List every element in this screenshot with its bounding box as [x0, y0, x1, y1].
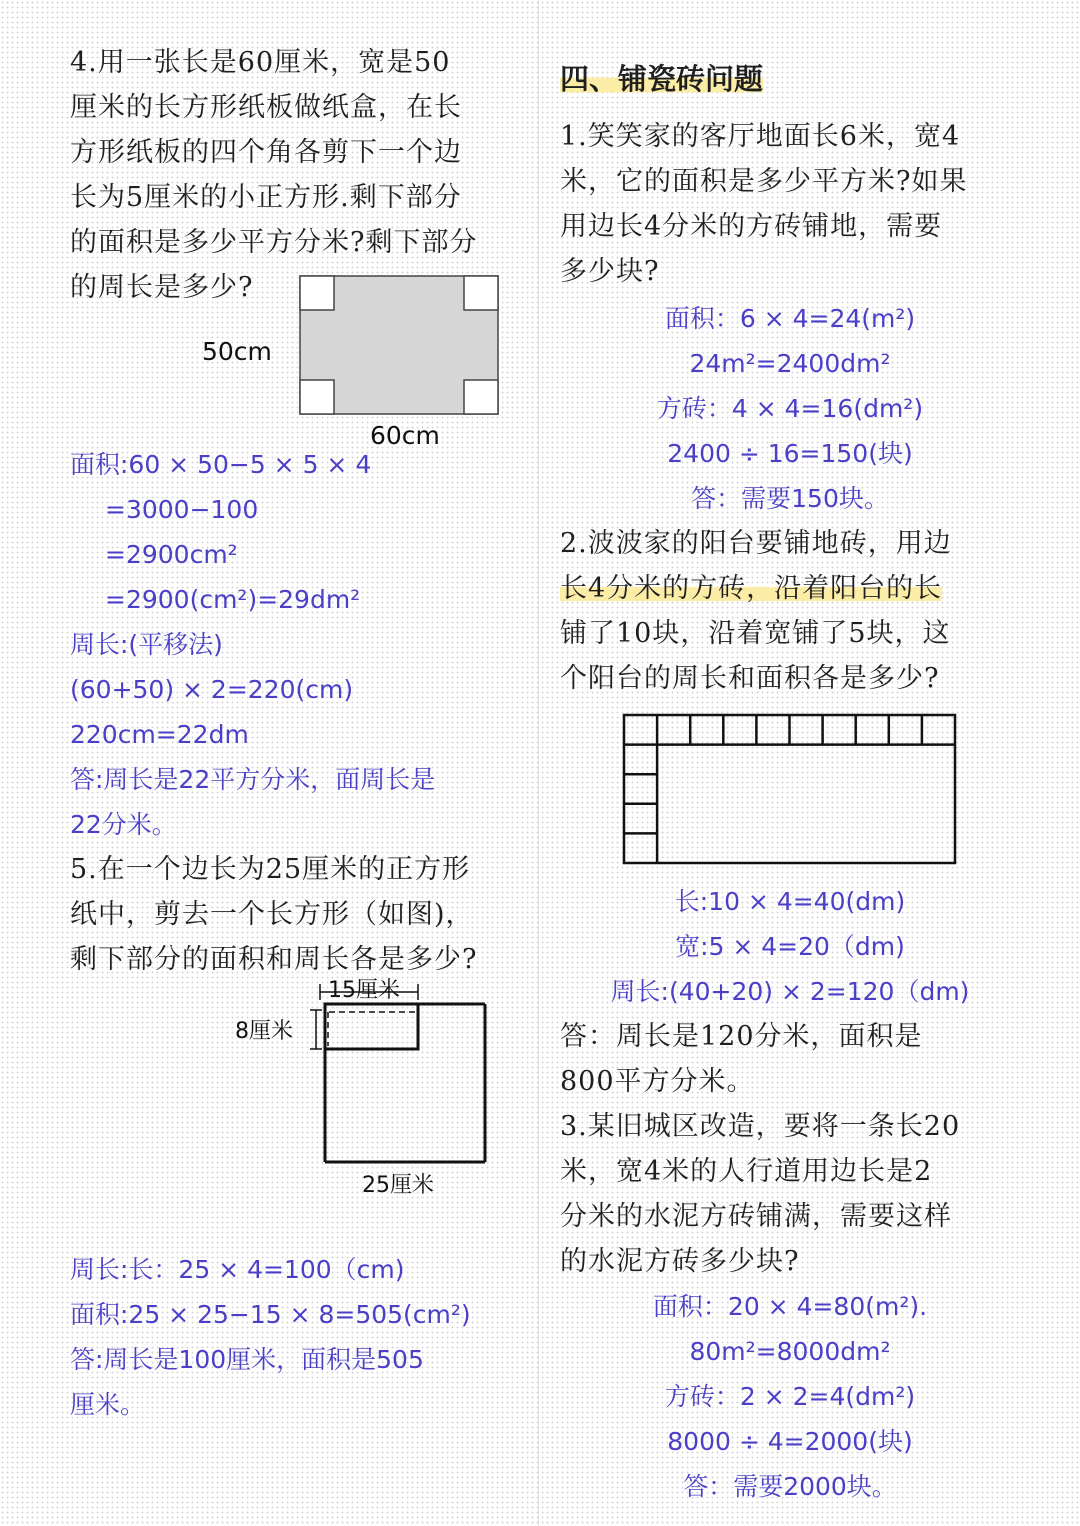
q1-solution: [560, 296, 1020, 521]
problem4-line: 4.用一张长是60厘米，宽是50: [70, 47, 451, 78]
solution-line: 方砖：2 × 2=4(dm²): [664, 1382, 916, 1411]
corner-square: [300, 276, 334, 310]
problem4-solution: [70, 442, 530, 847]
height-label: 50cm: [202, 337, 272, 366]
solution-line: 80m²=8000dm²: [689, 1337, 891, 1366]
answer-line: 22分米。: [70, 810, 177, 839]
problem4-line: 方形纸板的四个角各剪下一个边: [70, 137, 462, 168]
problem5-line: 剩下部分的面积和周长各是多少?: [70, 944, 478, 975]
q2-line: 个阳台的周长和面积各是多少?: [560, 663, 940, 694]
answer-line: 厘米。: [70, 1390, 146, 1419]
q3-solution: [560, 1284, 1020, 1509]
corner-square: [300, 380, 334, 414]
problem5-line: 纸中，剪去一个长方形（如图)，: [70, 899, 474, 930]
problem4-line: 长为5厘米的小正方形.剩下部分: [70, 182, 462, 213]
q1-line: 多少块?: [560, 256, 660, 287]
problem5-line: 5.在一个边长为25厘米的正方形: [70, 854, 471, 885]
solution-line: 宽:5 × 4=20（dm): [675, 932, 905, 961]
corner-square: [464, 380, 498, 414]
solution-line: 24m²=2400dm²: [689, 349, 891, 378]
q1-line: 用边长4分米的方砖铺地，需要: [560, 211, 943, 242]
bottom-label: 25厘米: [362, 1173, 434, 1198]
q3-line: 分米的水泥方砖铺满，需要这样: [560, 1201, 952, 1232]
solution-line: 8000 ÷ 4=2000(块): [667, 1427, 913, 1456]
solution-line: 周长:(40+20) × 2=120（dm): [610, 977, 970, 1006]
q2-line: 铺了10块，沿着宽铺了5块，这: [560, 618, 951, 649]
problem4-line: 厘米的长方形纸板做纸盒，在长: [70, 92, 462, 123]
right-column: [560, 44, 1020, 1509]
answer-line: 答：需要150块。: [691, 484, 889, 513]
answer-line: 答:周长是22平方分米，面周长是: [70, 765, 436, 794]
answer-line: 800平方分米。: [560, 1066, 755, 1097]
solution-line: 长:10 × 4=40(dm): [674, 887, 906, 916]
problem4-figure: [70, 272, 530, 450]
solution-line: (60+50) × 2=220(cm): [70, 675, 354, 704]
q3-line: 的水泥方砖多少块?: [560, 1246, 800, 1277]
q3-line: 3.某旧城区改造，要将一条长20: [560, 1111, 961, 1142]
q2-solution: [560, 879, 1020, 1104]
solution-line: =3000−100: [105, 495, 259, 524]
q2-line: 2.波波家的阳台要铺地砖，用边: [560, 528, 952, 559]
q2-figure: [560, 709, 1020, 879]
problem5-figure: [70, 978, 530, 1247]
top-label: 15厘米: [328, 978, 400, 1004]
left-label: 8厘米: [235, 1019, 293, 1044]
left-column: [70, 40, 530, 1427]
problem4-line: 的面积是多少平方分米?剩下部分: [70, 227, 478, 258]
cut-rectangle: [325, 1004, 418, 1049]
solution-line: 面积：20 × 4=80(m²).: [652, 1292, 928, 1321]
solution-line: 面积：6 × 4=24(m²): [664, 304, 916, 333]
solution-line: 2400 ÷ 16=150(块): [667, 439, 913, 468]
q3-line: 米，宽4米的人行道用边长是2: [560, 1156, 933, 1187]
problem4-line: 的周长是多少?: [70, 272, 254, 303]
solution-line: =2900cm²: [105, 540, 238, 569]
column-divider: [538, 0, 539, 1526]
solution-line: 面积:25 × 25−15 × 8=505(cm²): [70, 1300, 471, 1329]
q1-line: 1.笑笑家的客厅地面长6米，宽4: [560, 121, 961, 152]
square-cut-diagram: [70, 978, 530, 1247]
solution-line: =2900(cm²)=29dm²: [105, 585, 361, 614]
solution-line: 方砖：4 × 4=16(dm²): [656, 394, 924, 423]
q2-line: 长4分米的方砖，沿着阳台的长: [560, 573, 943, 604]
solution-line: 周长:长：25 × 4=100（cm): [70, 1255, 405, 1284]
solution-line: 周长:(平移法): [70, 630, 223, 659]
answer-line: 答：周长是120分米，面积是: [560, 1021, 923, 1052]
balcony-tiles-diagram: [560, 709, 1020, 879]
answer-line: 答:周长是100厘米，面积是505: [70, 1345, 424, 1374]
answer-line: 答：需要2000块。: [683, 1472, 897, 1501]
width-label: 60cm: [370, 421, 440, 450]
solution-line: 面积:60 × 50−5 × 5 × 4: [70, 450, 372, 479]
problem5-solution: [70, 1247, 530, 1427]
corner-square: [464, 276, 498, 310]
section-title: 四、铺瓷砖问题: [560, 62, 764, 96]
solution-line: 220cm=22dm: [70, 720, 249, 749]
cut-corners-diagram: [70, 272, 530, 450]
q1-line: 米，它的面积是多少平方米?如果: [560, 166, 968, 197]
